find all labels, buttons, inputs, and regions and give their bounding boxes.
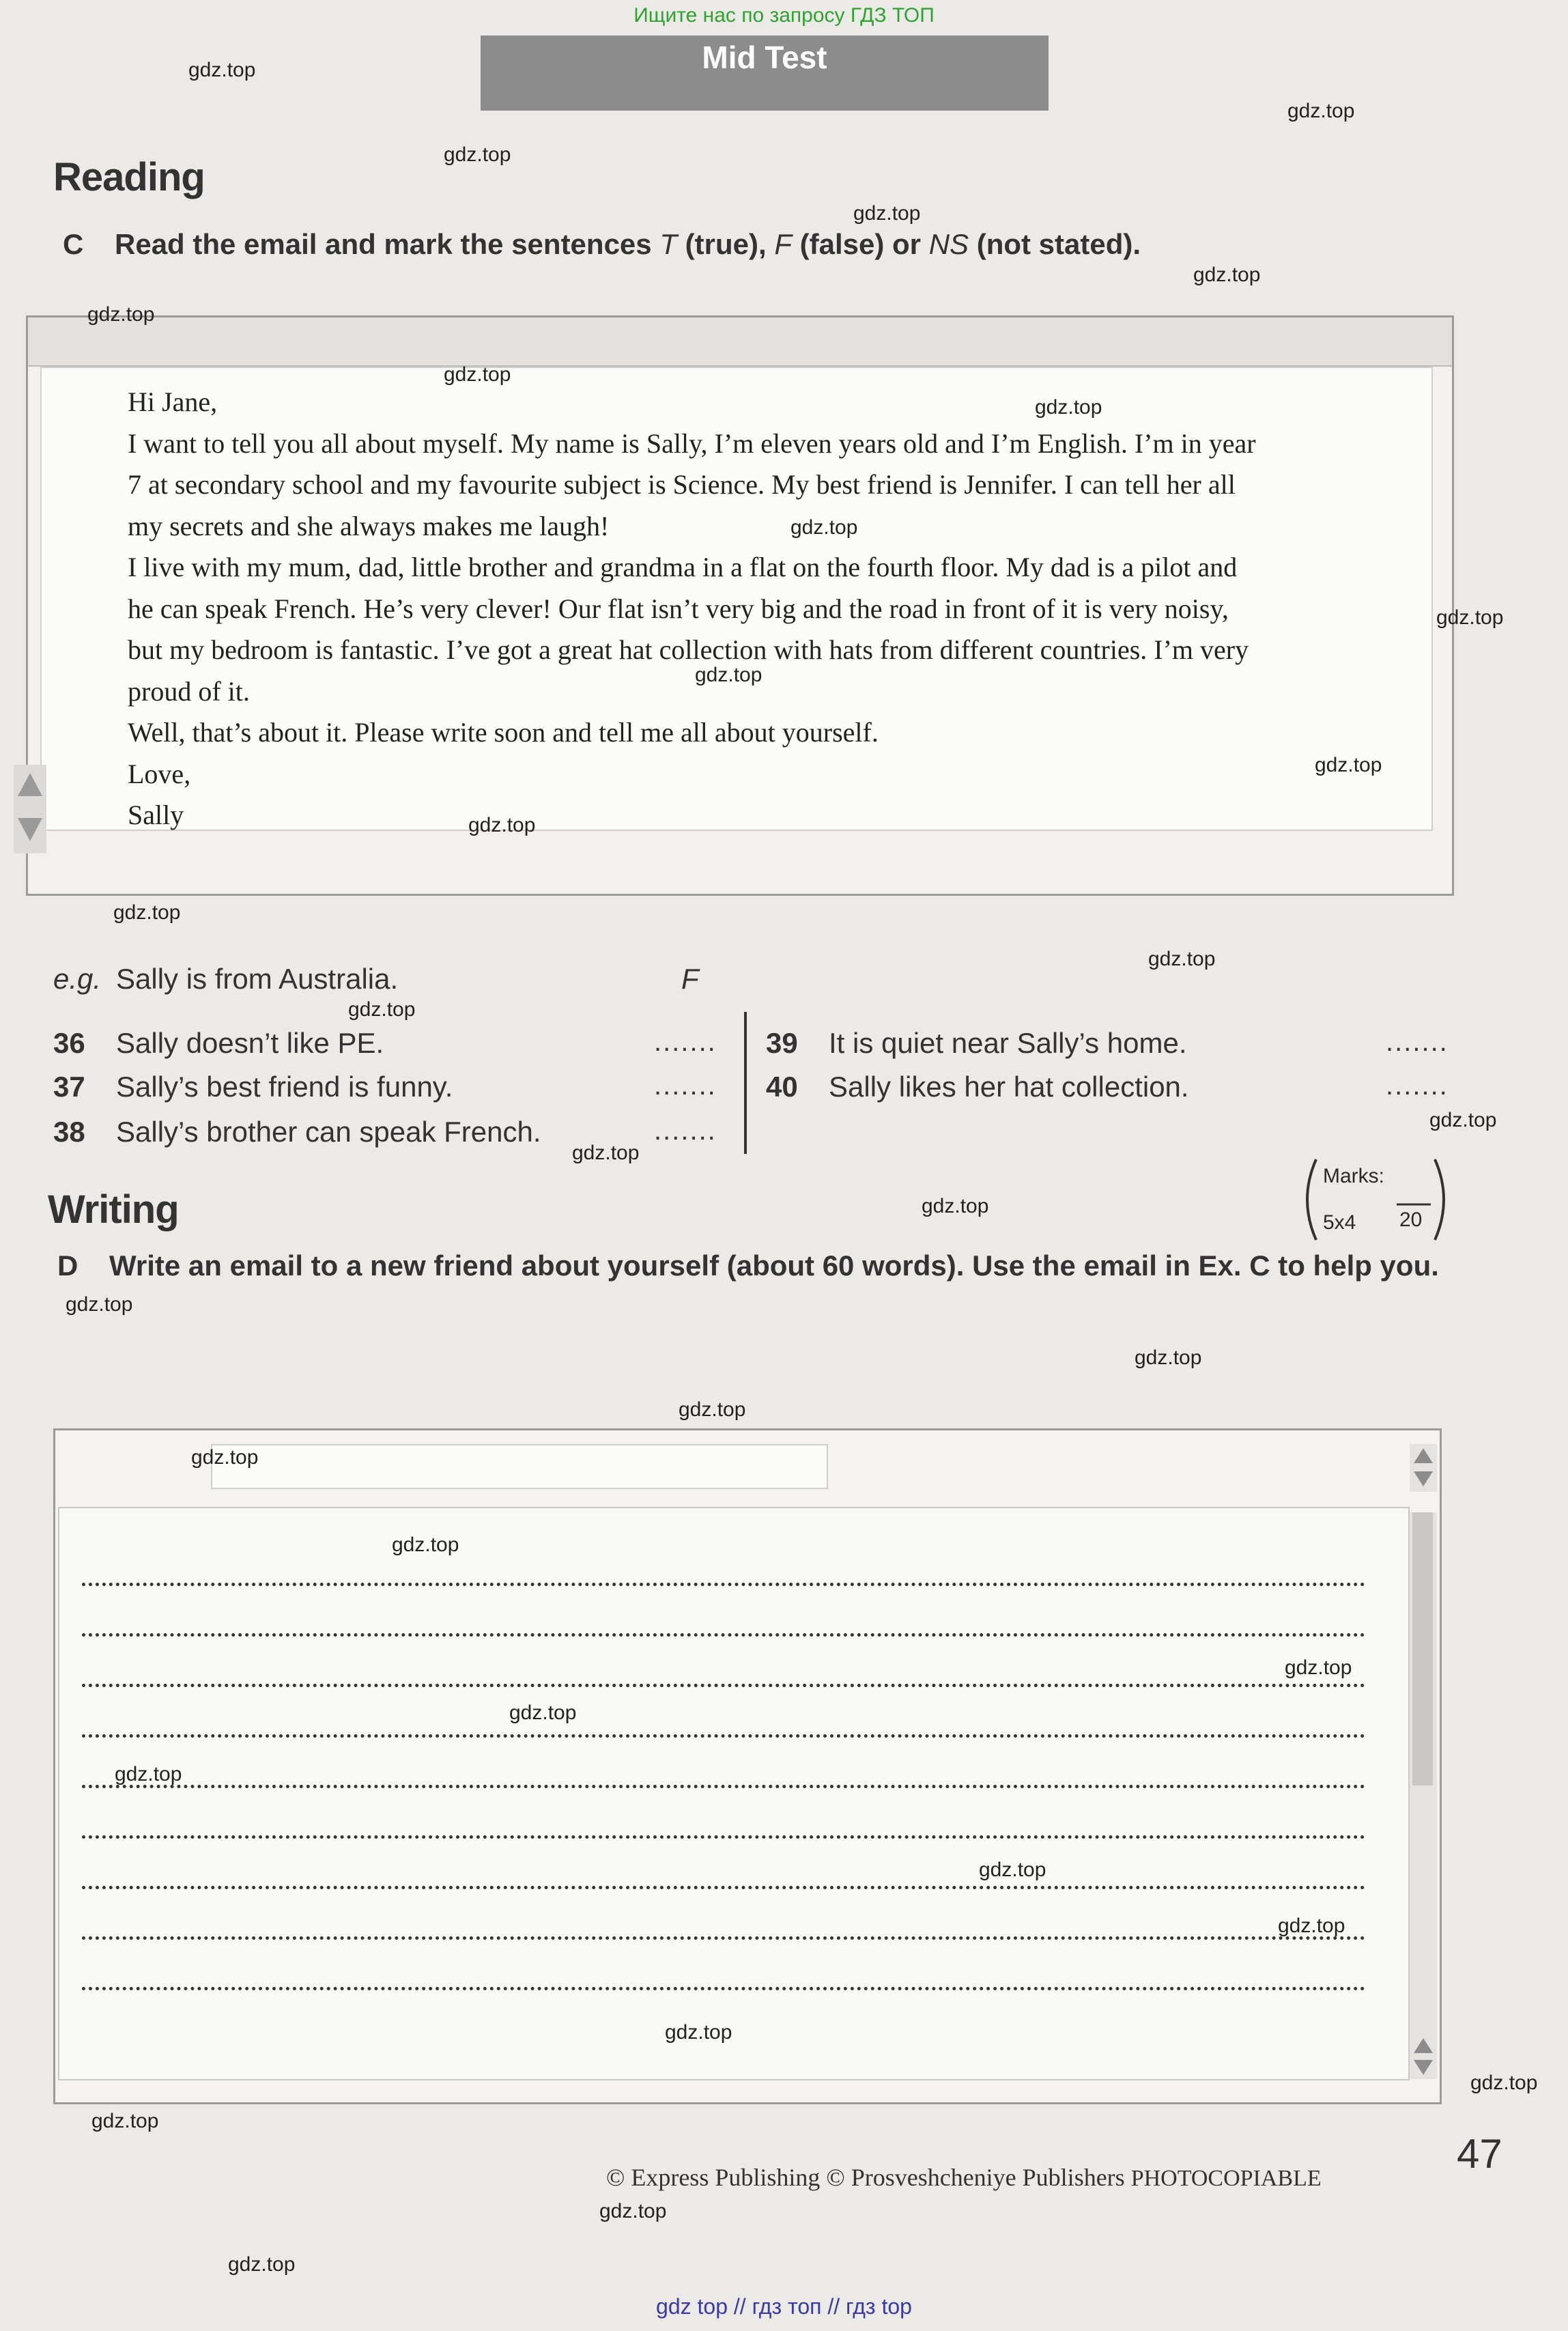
watermark: gdz.top — [444, 143, 511, 166]
question-text: It is quiet near Sally’s home. — [829, 1027, 1187, 1059]
writing-line — [82, 1987, 1365, 1990]
marks-box — [1297, 1155, 1454, 1244]
watermark: gdz.top — [679, 1398, 746, 1421]
writing-line — [82, 1633, 1365, 1637]
watermark: gdz.top — [115, 1763, 182, 1785]
watermark: gdz.top — [665, 2021, 732, 2044]
watermark: gdz.top — [444, 363, 511, 386]
scroll-up-icon[interactable] — [1414, 1448, 1433, 1463]
example-item — [53, 963, 398, 995]
answer-blank[interactable]: ....... — [1386, 1071, 1449, 1101]
answer-blank[interactable]: ....... — [654, 1027, 717, 1057]
writing-line — [82, 1785, 1365, 1788]
watermark: gdz.top — [572, 1142, 640, 1164]
writing-line — [82, 1684, 1365, 1687]
watermark: gdz.top — [113, 901, 181, 924]
t-paren: (true), — [685, 228, 767, 260]
writing-area[interactable] — [58, 1507, 1410, 2080]
question-row — [766, 1071, 1189, 1103]
copyright-text: © Express Publishing © Prosveshcheniye Publishers — [606, 2164, 1125, 2191]
watermark: gdz.top — [695, 664, 762, 686]
scroll-down-icon[interactable] — [1414, 1471, 1433, 1486]
question-text: Sally likes her hat collection. — [829, 1071, 1189, 1103]
watermark: gdz.top — [1278, 1915, 1345, 1937]
scroll-up-icon[interactable] — [18, 773, 42, 796]
question-row — [53, 1071, 453, 1103]
watermark: gdz.top — [1287, 100, 1355, 122]
watermark: gdz.top — [1193, 264, 1261, 286]
watermark: gdz.top — [191, 1446, 259, 1469]
watermark: gdz.top — [599, 2200, 667, 2222]
question-text: Sally doesn’t like PE. — [116, 1027, 384, 1059]
watermark: gdz.top — [1035, 396, 1102, 419]
watermark: gdz.top — [392, 1534, 459, 1556]
scroll-down-icon[interactable] — [18, 818, 42, 841]
writing-line — [82, 1583, 1365, 1586]
question-row — [53, 1027, 384, 1060]
question-number: 39 — [766, 1027, 798, 1059]
watermark: gdz.top — [790, 516, 858, 539]
question-number: 37 — [53, 1071, 85, 1103]
scroll-thumb[interactable] — [1412, 1512, 1433, 1785]
email-body — [40, 367, 1433, 831]
email-line: 7 at secondary school and my favourite subject is Science. My best friend is Jennifer. I can tell her all — [128, 469, 1236, 500]
instruction-letter: C — [63, 228, 84, 260]
column-divider — [744, 1012, 747, 1154]
top-scrollbar[interactable] — [1410, 1444, 1437, 1492]
email-line: my secrets and she always makes me laugh! — [128, 510, 610, 541]
footer — [606, 2163, 1322, 2192]
photocopiable-text: PHOTOCOPIABLE — [1130, 2166, 1322, 2191]
email-scrollbar[interactable] — [14, 765, 46, 853]
writing-instruction — [57, 1249, 1439, 1282]
subject-field[interactable] — [211, 1444, 828, 1489]
header-title: Mid Test — [481, 36, 1049, 111]
reading-instruction — [63, 228, 1141, 261]
email-line: I want to tell you all about myself. My name is Sally, I’m eleven years old and I’m English. I’m in year — [128, 427, 1256, 459]
email-line: Well, that’s about it. Please write soon and tell me all about yourself. — [128, 717, 879, 748]
question-number: 38 — [53, 1116, 85, 1148]
watermark: gdz.top — [979, 1859, 1046, 1881]
example-label: e.g. — [53, 963, 102, 995]
watermark: gdz.top — [1285, 1656, 1352, 1679]
watermark: gdz.top — [1436, 606, 1504, 629]
email-line: but my bedroom is fantastic. I’ve got a great hat collection with hats from different countries. I’m very — [128, 634, 1249, 665]
email-line: he can speak French. He’s very clever! Our flat isn’t very big and the road in front of it is very noisy, — [128, 593, 1229, 624]
watermark: gdz.top — [188, 59, 256, 81]
email-line: Hi Jane, — [128, 386, 218, 417]
answer-blank[interactable]: ....... — [654, 1071, 717, 1101]
writing-scrollbar[interactable] — [1410, 1512, 1437, 2079]
watermark: gdz.top — [468, 814, 536, 836]
instruction-text: Write an email to a new friend about yourself (about 60 words). Use the email in Ex. C to help you. — [109, 1249, 1439, 1282]
watermark: gdz.top — [348, 998, 416, 1021]
writing-line — [82, 1835, 1365, 1839]
instruction-text: Read the email and mark the sentences — [115, 228, 652, 260]
reading-title: Reading — [53, 155, 205, 199]
email-line: proud of it. — [128, 675, 250, 707]
watermark: gdz.top — [1148, 948, 1216, 970]
email-line: Love, — [128, 758, 191, 789]
top-banner[interactable]: Ищите нас по запросу ГДЗ ТОП — [633, 4, 935, 27]
watermark: gdz.top — [1429, 1109, 1497, 1131]
ns-symbol: NS — [928, 228, 969, 260]
page-number: 47 — [1457, 2131, 1502, 2177]
marks-total: 20 — [1399, 1209, 1423, 1231]
watermark: gdz.top — [66, 1293, 133, 1316]
example-answer: F — [681, 963, 699, 995]
bottom-links[interactable]: gdz top // гдз топ // гдз top — [656, 2294, 912, 2319]
f-paren: (false) or — [799, 228, 922, 260]
watermark: gdz.top — [922, 1195, 989, 1217]
writing-title: Writing — [48, 1187, 179, 1232]
question-text: Sally’s brother can speak French. — [116, 1116, 541, 1148]
email-window — [26, 315, 1454, 896]
marks-label: Marks: — [1323, 1165, 1384, 1187]
t-symbol: T — [659, 228, 677, 260]
writing-line — [82, 1734, 1365, 1738]
question-number: 36 — [53, 1027, 85, 1059]
f-symbol: F — [774, 228, 792, 260]
question-row — [766, 1027, 1187, 1060]
watermark: gdz.top — [1135, 1346, 1202, 1369]
watermark: gdz.top — [853, 202, 921, 225]
scroll-down-icon[interactable] — [1414, 2060, 1433, 2075]
email-toolbar — [28, 317, 1452, 367]
answer-blank[interactable]: ....... — [654, 1116, 717, 1146]
answer-blank[interactable]: ....... — [1386, 1027, 1449, 1057]
question-number: 40 — [766, 1071, 798, 1103]
scroll-up-icon[interactable] — [1414, 2038, 1433, 2053]
email-line: Sally — [128, 800, 184, 830]
ns-paren: (not stated). — [976, 228, 1141, 260]
watermark: gdz.top — [509, 1701, 577, 1724]
marks-formula: 5x4 — [1323, 1211, 1356, 1234]
email-line: I live with my mum, dad, little brother and grandma in a flat on the fourth floor. My dad is a pilot and — [128, 552, 1238, 582]
watermark: gdz.top — [87, 303, 155, 326]
writing-line — [82, 1936, 1365, 1940]
question-text: Sally’s best friend is funny. — [116, 1071, 453, 1103]
writing-line — [82, 1886, 1365, 1889]
email-text — [128, 382, 1256, 836]
watermark: gdz.top — [91, 2110, 159, 2132]
watermark: gdz.top — [1315, 754, 1382, 776]
example-text: Sally is from Australia. — [116, 963, 399, 995]
watermark: gdz.top — [1470, 2072, 1538, 2094]
instruction-letter: D — [57, 1249, 79, 1282]
watermark: gdz.top — [228, 2253, 296, 2276]
writing-window — [53, 1428, 1442, 2104]
question-row — [53, 1116, 541, 1148]
